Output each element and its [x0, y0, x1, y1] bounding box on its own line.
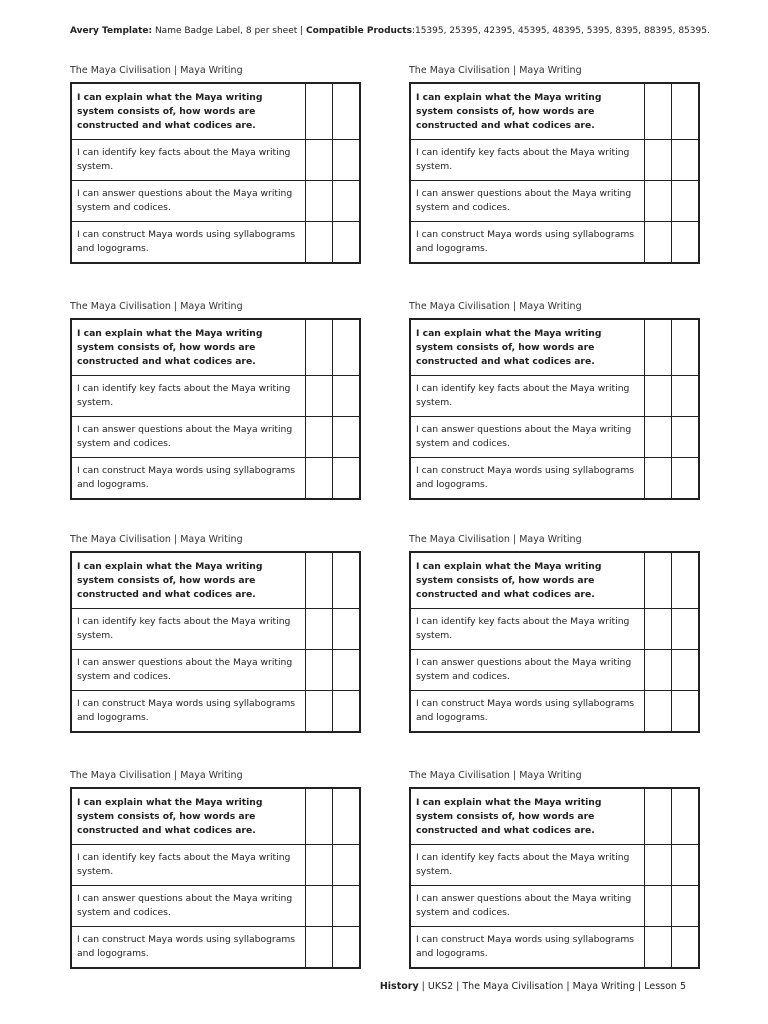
objective-row: [71, 552, 360, 609]
assessment-tick-box[interactable]: [333, 886, 361, 927]
objective-row: [71, 886, 360, 927]
label-title: The Maya Civilisation | Maya Writing: [409, 65, 582, 76]
assessment-tick-box[interactable]: [672, 886, 700, 927]
assessment-tick-box[interactable]: [306, 691, 333, 733]
assessment-tick-box[interactable]: [672, 222, 700, 264]
assessment-tick-box[interactable]: [333, 691, 361, 733]
objectives-table: [409, 318, 700, 500]
assessment-tick-box[interactable]: [672, 552, 700, 609]
assessment-tick-box[interactable]: [306, 458, 333, 500]
objective-text: I can identify key facts about the Maya writing system.: [410, 376, 645, 417]
assessment-tick-box[interactable]: [645, 788, 672, 845]
products-value: :15395, 25395, 42395, 45395, 48395, 5395, 8395, 88395, 85395.: [411, 26, 710, 36]
label-title: The Maya Civilisation | Maya Writing: [70, 534, 243, 545]
objective-text: I can construct Maya words using syllabograms and logograms.: [410, 458, 645, 500]
assessment-tick-box[interactable]: [645, 845, 672, 886]
objective-row: [410, 788, 699, 845]
assessment-tick-box[interactable]: [306, 927, 333, 969]
objective-row: [71, 691, 360, 733]
objective-row: [71, 650, 360, 691]
objective-row: [410, 927, 699, 969]
objective-row: [410, 222, 699, 264]
label-title: The Maya Civilisation | Maya Writing: [70, 770, 243, 781]
objective-text: I can answer questions about the Maya writing system and codices.: [71, 650, 306, 691]
assessment-tick-box[interactable]: [645, 650, 672, 691]
assessment-tick-box[interactable]: [672, 458, 700, 500]
objective-text: I can construct Maya words using syllabograms and logograms.: [71, 691, 306, 733]
objective-row: [410, 83, 699, 140]
assessment-tick-box[interactable]: [645, 609, 672, 650]
assessment-tick-box[interactable]: [672, 417, 700, 458]
objective-row: [71, 609, 360, 650]
name-badge-label: [70, 65, 370, 264]
objective-text: I can identify key facts about the Maya writing system.: [71, 609, 306, 650]
objectives-table: [70, 551, 361, 733]
assessment-tick-box[interactable]: [672, 376, 700, 417]
assessment-tick-box[interactable]: [333, 650, 361, 691]
assessment-tick-box[interactable]: [333, 927, 361, 969]
assessment-tick-box[interactable]: [333, 181, 361, 222]
assessment-tick-box[interactable]: [333, 376, 361, 417]
objective-text: I can answer questions about the Maya writing system and codices.: [71, 886, 306, 927]
assessment-tick-box[interactable]: [306, 552, 333, 609]
assessment-tick-box[interactable]: [333, 140, 361, 181]
main-objective-text: I can explain what the Maya writing system consists of, how words are constructed and what codices are.: [410, 319, 645, 376]
footer-details: | UKS2 | The Maya Civilisation | Maya Writing | Lesson 5: [418, 981, 686, 992]
objective-row: [71, 222, 360, 264]
assessment-tick-box[interactable]: [306, 319, 333, 376]
objective-row: [410, 376, 699, 417]
objective-row: [71, 417, 360, 458]
name-badge-label: [70, 534, 370, 733]
objective-text: I can answer questions about the Maya writing system and codices.: [71, 417, 306, 458]
objective-text: I can construct Maya words using syllabograms and logograms.: [71, 927, 306, 969]
objective-text: I can identify key facts about the Maya writing system.: [71, 376, 306, 417]
main-objective-text: I can explain what the Maya writing system consists of, how words are constructed and what codices are.: [71, 552, 306, 609]
objective-row: [71, 319, 360, 376]
assessment-tick-box[interactable]: [333, 609, 361, 650]
label-title: The Maya Civilisation | Maya Writing: [409, 770, 582, 781]
avery-template-header: [70, 26, 750, 36]
assessment-tick-box[interactable]: [645, 376, 672, 417]
objective-text: I can construct Maya words using syllabograms and logograms.: [410, 691, 645, 733]
products-label: Compatible Products: [306, 26, 412, 36]
footer-subject: History: [379, 981, 419, 992]
objective-row: [410, 552, 699, 609]
objective-text: I can answer questions about the Maya writing system and codices.: [410, 181, 645, 222]
objective-text: I can construct Maya words using syllabograms and logograms.: [71, 222, 306, 264]
objective-row: [410, 140, 699, 181]
label-title: The Maya Civilisation | Maya Writing: [70, 301, 243, 312]
assessment-tick-box[interactable]: [333, 845, 361, 886]
main-objective-text: I can explain what the Maya writing system consists of, how words are constructed and what codices are.: [71, 83, 306, 140]
objective-text: I can construct Maya words using syllabograms and logograms.: [410, 222, 645, 264]
assessment-tick-box[interactable]: [672, 650, 700, 691]
objective-text: I can answer questions about the Maya writing system and codices.: [71, 181, 306, 222]
objectives-table: [70, 318, 361, 500]
objective-row: [410, 181, 699, 222]
assessment-tick-box[interactable]: [306, 650, 333, 691]
objectives-table: [409, 551, 700, 733]
assessment-tick-box[interactable]: [333, 83, 361, 140]
assessment-tick-box[interactable]: [672, 788, 700, 845]
name-badge-label: [70, 770, 370, 969]
assessment-tick-box[interactable]: [645, 140, 672, 181]
assessment-tick-box[interactable]: [645, 319, 672, 376]
objective-row: [410, 458, 699, 500]
assessment-tick-box[interactable]: [306, 222, 333, 264]
assessment-tick-box[interactable]: [306, 609, 333, 650]
assessment-tick-box[interactable]: [672, 691, 700, 733]
assessment-tick-box[interactable]: [645, 458, 672, 500]
main-objective-text: I can explain what the Maya writing system consists of, how words are constructed and what codices are.: [410, 552, 645, 609]
template-label: Avery Template:: [70, 26, 153, 36]
assessment-tick-box[interactable]: [645, 181, 672, 222]
assessment-tick-box[interactable]: [306, 886, 333, 927]
label-title: The Maya Civilisation | Maya Writing: [409, 301, 582, 312]
objective-text: I can identify key facts about the Maya writing system.: [410, 845, 645, 886]
objective-row: [71, 927, 360, 969]
assessment-tick-box[interactable]: [333, 417, 361, 458]
assessment-tick-box[interactable]: [645, 927, 672, 969]
assessment-tick-box[interactable]: [672, 181, 700, 222]
assessment-tick-box[interactable]: [333, 788, 361, 845]
objective-text: I can construct Maya words using syllabograms and logograms.: [410, 927, 645, 969]
assessment-tick-box[interactable]: [333, 222, 361, 264]
assessment-tick-box[interactable]: [672, 845, 700, 886]
objective-row: [410, 319, 699, 376]
objective-text: I can answer questions about the Maya writing system and codices.: [410, 417, 645, 458]
assessment-tick-box[interactable]: [672, 140, 700, 181]
objective-text: I can identify key facts about the Maya writing system.: [410, 609, 645, 650]
assessment-tick-box[interactable]: [672, 609, 700, 650]
assessment-tick-box[interactable]: [645, 691, 672, 733]
objectives-table: [70, 787, 361, 969]
assessment-tick-box[interactable]: [306, 376, 333, 417]
objective-text: I can identify key facts about the Maya writing system.: [71, 140, 306, 181]
objective-text: I can answer questions about the Maya writing system and codices.: [410, 650, 645, 691]
name-badge-label: [409, 770, 709, 969]
name-badge-label: [409, 65, 709, 264]
objective-row: [71, 845, 360, 886]
objective-row: [410, 417, 699, 458]
objective-row: [410, 691, 699, 733]
objective-row: [71, 788, 360, 845]
objective-text: I can answer questions about the Maya writing system and codices.: [410, 886, 645, 927]
assessment-tick-box[interactable]: [645, 417, 672, 458]
objectives-table: [409, 787, 700, 969]
main-objective-text: I can explain what the Maya writing system consists of, how words are constructed and what codices are.: [71, 788, 306, 845]
assessment-tick-box[interactable]: [306, 845, 333, 886]
name-badge-label: [409, 301, 709, 500]
assessment-tick-box[interactable]: [333, 458, 361, 500]
assessment-tick-box[interactable]: [672, 319, 700, 376]
assessment-tick-box[interactable]: [333, 319, 361, 376]
objective-text: I can construct Maya words using syllabograms and logograms.: [71, 458, 306, 500]
assessment-tick-box[interactable]: [306, 417, 333, 458]
main-objective-text: I can explain what the Maya writing system consists of, how words are constructed and what codices are.: [410, 83, 645, 140]
assessment-tick-box[interactable]: [672, 83, 700, 140]
template-value: Name Badge Label, 8 per sheet |: [152, 26, 307, 36]
assessment-tick-box[interactable]: [645, 886, 672, 927]
objective-row: [410, 609, 699, 650]
objective-row: [410, 650, 699, 691]
objective-text: I can identify key facts about the Maya writing system.: [71, 845, 306, 886]
assessment-tick-box[interactable]: [306, 140, 333, 181]
assessment-tick-box[interactable]: [306, 83, 333, 140]
objective-row: [71, 83, 360, 140]
page-footer: [380, 981, 686, 992]
assessment-tick-box[interactable]: [306, 788, 333, 845]
assessment-tick-box[interactable]: [645, 552, 672, 609]
objective-row: [410, 886, 699, 927]
objectives-table: [409, 82, 700, 264]
name-badge-label: [409, 534, 709, 733]
objectives-table: [70, 82, 361, 264]
main-objective-text: I can explain what the Maya writing system consists of, how words are constructed and what codices are.: [410, 788, 645, 845]
main-objective-text: I can explain what the Maya writing system consists of, how words are constructed and what codices are.: [71, 319, 306, 376]
assessment-tick-box[interactable]: [672, 927, 700, 969]
label-title: The Maya Civilisation | Maya Writing: [70, 65, 243, 76]
assessment-tick-box[interactable]: [306, 181, 333, 222]
label-title: The Maya Civilisation | Maya Writing: [409, 534, 582, 545]
objective-row: [410, 845, 699, 886]
objective-text: I can identify key facts about the Maya writing system.: [410, 140, 645, 181]
objective-row: [71, 181, 360, 222]
objective-row: [71, 458, 360, 500]
assessment-tick-box[interactable]: [645, 222, 672, 264]
assessment-tick-box[interactable]: [645, 83, 672, 140]
name-badge-label: [70, 301, 370, 500]
objective-row: [71, 376, 360, 417]
objective-row: [71, 140, 360, 181]
assessment-tick-box[interactable]: [333, 552, 361, 609]
